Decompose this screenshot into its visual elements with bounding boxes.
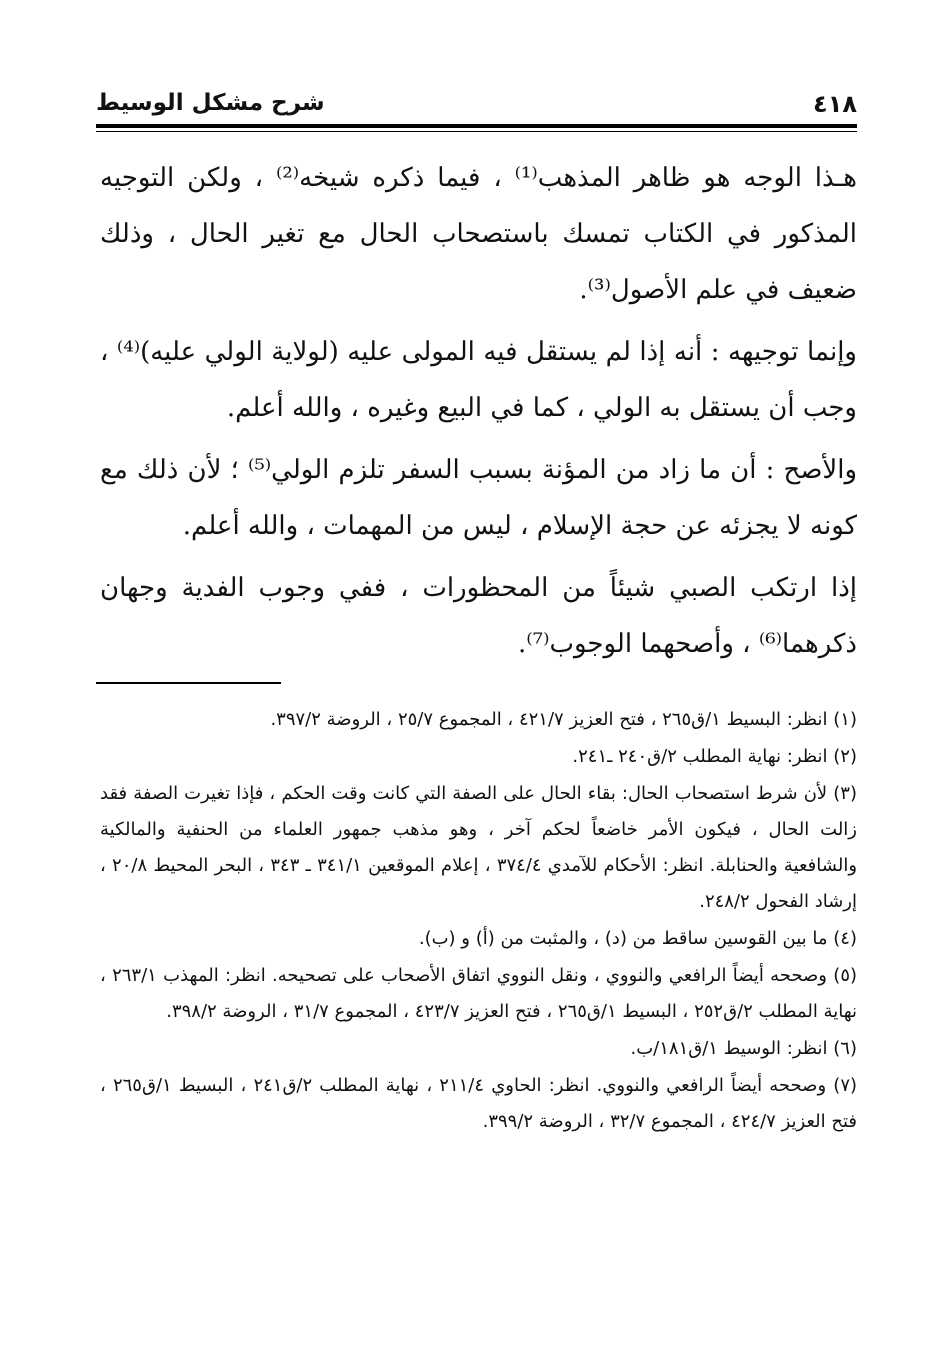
footnote: (٣) لأن شرط استصحاب الحال: بقاء الحال على الصفة التي كانت وقت الحكم ، فإذا تغيرت الصفة فقد زالت الحال ، فيكون الأمر خاضعاً لحكم آخر ، وهو مذهب جمهور العلماء من الحنفية والمالكية والشافعية والحنابلة. انظر: الأحكام للآمدي ٣٧٤/٤ ، إعلام الموقعين ٣٤١/١ ـ ٣٤٣ ، البحر المحيط ٢٠/٨ ، إرشاد الفحول ٢٤٨/٢. (100, 783, 858, 912)
footnote: (١) انظر: البسيط ١/ق٢٦٥ ، فتح العزيز ٤٢١/٧ ، المجموع ٢٥/٧ ، الروضة ٣٩٧/٢. (270, 709, 857, 730)
paragraph: إذا ارتكب الصبي شيئاً من المحظورات ، ففي وجوب الفدية وجهان ذكرهما⁽⁶⁾ ، وأصحهما الوجوب⁽⁷⁾. (100, 573, 857, 659)
footnote: (٢) انظر: نهاية المطلب ٢/ق٢٤٠ ـ٢٤١. (572, 746, 857, 767)
footnote: (٧) وصححه أيضاً الرافعي والنووي. انظر: الحاوي ٢١١/٤ ، نهاية المطلب ٢/ق٢٤١ ، البسيط ١/ق٢٦٥ ، فتح العزيز ٤٢٤/٧ ، المجموع ٣٢/٧ ، الروضة ٣٩٩/٢. (100, 1075, 858, 1132)
book-title: شرح مشكل الوسيط (96, 90, 325, 116)
running-header (96, 84, 857, 128)
main-text (100, 150, 857, 678)
footnote: (٤) ما بين القوسين ساقط من (د) ، والمثبت من (أ) و (ب). (418, 928, 857, 949)
paragraph: وإنما توجيهه : أنه إذا لم يستقل فيه المولى عليه (لولاية الولي عليه)⁽⁴⁾ ، وجب أن يستقل به الولي ، كما في البيع وغيره ، والله أعلم. (100, 337, 857, 423)
footnote-separator (96, 682, 281, 684)
paragraph: هـذا الوجه هو ظاهر المذهب⁽¹⁾ ، فيما ذكره شيخه⁽²⁾ ، ولكن التوجيه المذكور في الكتاب تمسك باستصحاب الحال مع تغير الحال ، وذلك ضعيف في علم الأصول⁽³⁾. (100, 163, 858, 305)
footnote: (٥) وصححه أيضاً الرافعي والنووي ، ونقل النووي اتفاق الأصحاب على تصحيحه. انظر: المهذب ٢٦٣/١ ، نهاية المطلب ٢/ق٢٥٢ ، البسيط ١/ق٢٦٥ ، فتح العزيز ٤٢٣/٧ ، المجموع ٣١/٧ ، الروضة ٣٩٨/٢. (100, 965, 858, 1022)
paragraph: والأصح : أن ما زاد من المؤنة بسبب السفر تلزم الولي⁽⁵⁾ ؛ لأن ذلك مع كونه لا يجزئه عن حجة الإسلام ، ليس من المهمات ، والله أعلم. (100, 455, 857, 541)
footnote: (٦) انظر: الوسيط ١/ق١٨١/ب. (630, 1038, 857, 1059)
header-rule-thick (96, 124, 857, 128)
page-number: ٤١٨ (813, 90, 857, 118)
footnotes (100, 702, 857, 1141)
header-rule-thin (96, 131, 857, 132)
